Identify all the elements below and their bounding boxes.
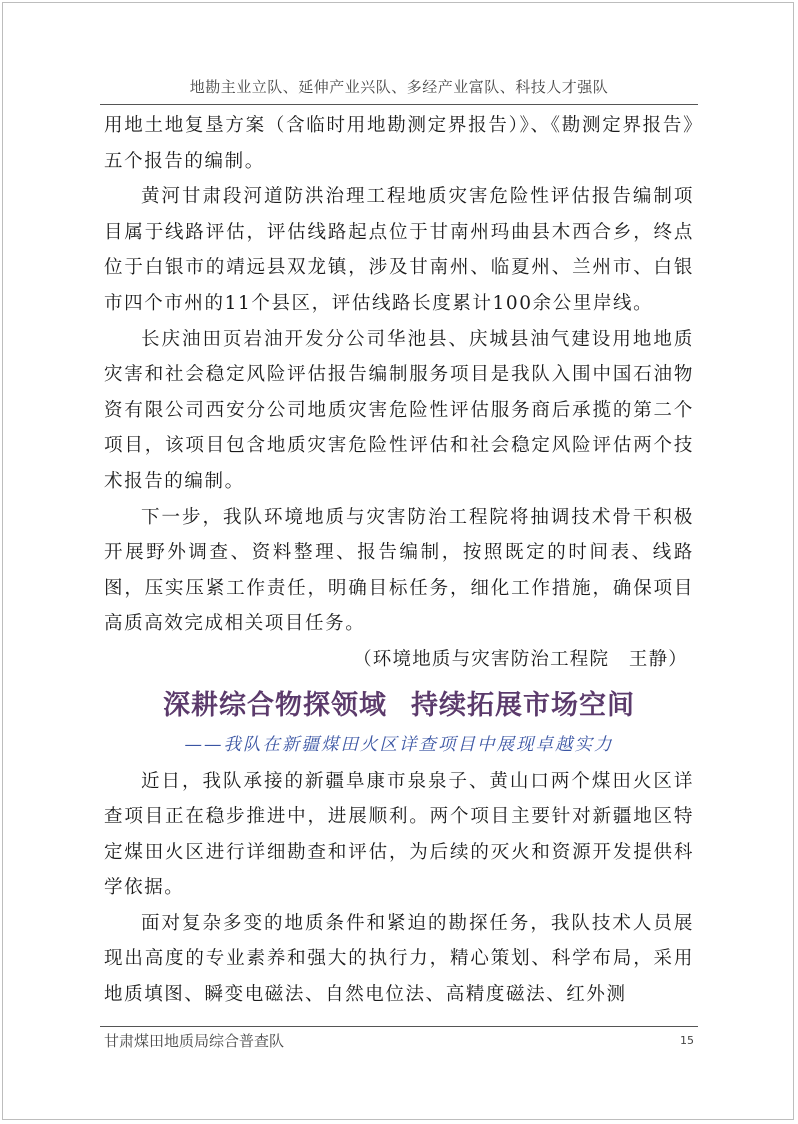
- article-title-part1: 深耕综合物探领域: [163, 689, 387, 721]
- paragraph-xinjiang-methods: 面对复杂多变的地质条件和紧迫的勘探任务，我队技术人员展现出高度的专业素养和强大的执行力，精心策划、科学布局，采用地质填图、瞬变电磁法、自然电位法、高精度磁法、红外测: [104, 912, 694, 1006]
- document-body: [104, 108, 694, 1013]
- paragraph-changqing-oilfield-project: 长庆油田页岩油开发分公司华池县、庆城县油气建设用地地质灾害和社会稳定风险评估报告编制服务项目是我队入围中国石油物资有限公司西安分公司地质灾害危险性评估服务商后承揽的第二个项目，该项目包含地质灾害危险性评估和社会稳定风险评估两个技术报告的编制。: [104, 328, 694, 492]
- page-number: 15: [680, 1034, 694, 1047]
- paragraph-xinjiang-intro: 近日，我队承接的新疆阜康市泉泉子、黄山口两个煤田火区详查项目正在稳步推进中，进展顺利。两个项目主要针对新疆地区特定煤田火区进行详细勘查和评估，为后续的灭火和资源开发提供科学依据。: [104, 770, 694, 899]
- author-signature: （环境地质与灾害防治工程院 王静）: [353, 648, 688, 670]
- paragraph-continued: 用地土地复垦方案（含临时用地勘测定界报告）》、《勘测定界报告》五个报告的编制。: [104, 115, 694, 172]
- header-divider: [100, 104, 698, 105]
- paragraph-next-steps: 下一步，我队环境地质与灾害防治工程院将抽调技术骨干积极开展野外调查、资料整理、报告编制，按照既定的时间表、线路图，压实压紧工作责任，明确目标任务，细化工作措施，确保项目高质高效完成相关项目任务。: [104, 506, 694, 635]
- article-title-part2: 持续拓展市场空间: [411, 689, 635, 721]
- article-subtitle: ——我队在新疆煤田火区详查项目中展现卓越实力: [184, 734, 614, 755]
- footer-divider: [100, 1026, 698, 1027]
- paragraph-yellow-river-project: 黄河甘肃段河道防洪治理工程地质灾害危险性评估报告编制项目属于线路评估，评估线路起点位于甘南州玛曲县木西合乡，终点位于白银市的靖远县双龙镇，涉及甘南州、临夏州、兰州市、白银市四个市州的11个县区，评估线路长度累计100余公里岸线。: [104, 186, 694, 314]
- article-title: [104, 684, 694, 728]
- footer-organization: 甘肃煤田地质局综合普查队: [104, 1032, 285, 1050]
- page-header-slogan: 地勘主业立队、延伸产业兴队、多经产业富队、科技人才强队: [189, 78, 609, 96]
